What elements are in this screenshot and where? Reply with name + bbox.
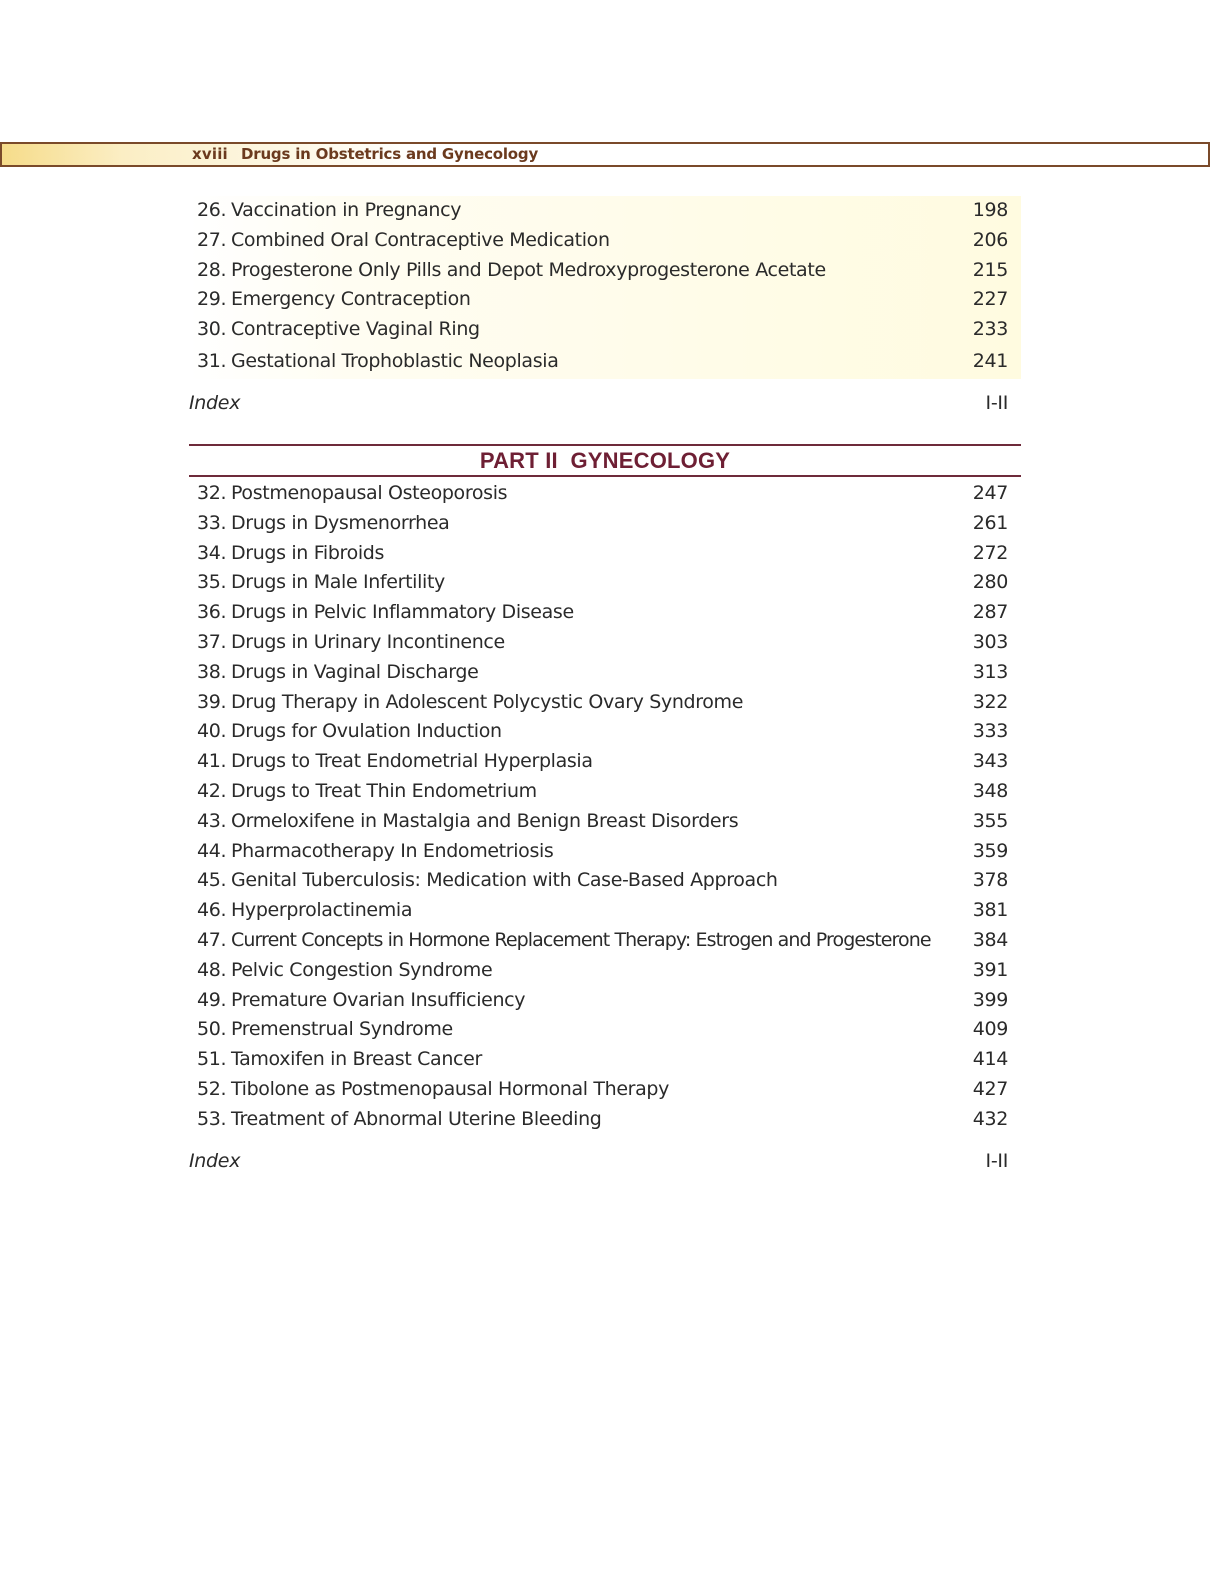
toc-entry[interactable] <box>189 1045 1021 1075</box>
chapter-title: Genital Tuberculosis: Medication with Case-Based Approach <box>231 869 778 892</box>
toc-entry[interactable] <box>189 628 1021 658</box>
chapter-page: 206 <box>972 228 1008 251</box>
chapter-number: 45. <box>197 869 227 892</box>
chapter-title: Emergency Contraception <box>231 288 471 311</box>
chapter-page: 272 <box>972 541 1008 564</box>
toc-entry[interactable] <box>189 956 1021 986</box>
toc-entry[interactable] <box>189 926 1021 956</box>
chapter-number: 27. <box>197 228 227 251</box>
chapter-number: 51. <box>197 1048 227 1071</box>
chapter-title: Premature Ovarian Insufficiency <box>231 988 526 1011</box>
index-page: I-II <box>985 392 1008 414</box>
toc-entry[interactable] <box>189 196 1021 226</box>
part2-chapter-list <box>189 479 1021 1135</box>
chapter-page: 359 <box>972 839 1008 862</box>
toc-entry[interactable] <box>189 539 1021 569</box>
running-head <box>0 142 1210 167</box>
chapter-page: 303 <box>972 630 1008 653</box>
chapter-number: 47. <box>197 928 227 951</box>
chapter-title: Drugs in Vaginal Discharge <box>231 660 479 683</box>
chapter-title: Drugs in Pelvic Inflammatory Disease <box>231 601 574 624</box>
chapter-number: 43. <box>197 809 227 832</box>
chapter-title: Tibolone as Postmenopausal Hormonal Therapy <box>231 1077 670 1100</box>
chapter-page: 313 <box>972 660 1008 683</box>
chapter-title: Drugs in Urinary Incontinence <box>231 630 505 653</box>
toc-entry[interactable] <box>189 896 1021 926</box>
part1-index-entry[interactable] <box>189 389 1008 417</box>
chapter-title: Drug Therapy in Adolescent Polycystic Ovary Syndrome <box>231 690 744 713</box>
chapter-number: 37. <box>197 630 227 653</box>
chapter-title: Current Concepts in Hormone Replacement Therapy: Estrogen and Progesterone <box>231 928 931 951</box>
chapter-number: 46. <box>197 899 227 922</box>
toc-entry[interactable] <box>189 509 1021 539</box>
chapter-page: 409 <box>972 1018 1008 1041</box>
chapter-page: 261 <box>972 511 1008 534</box>
chapter-title: Progesterone Only Pills and Depot Medroxyprogesterone Acetate <box>231 258 826 281</box>
chapter-page: 241 <box>972 349 1008 372</box>
chapter-number: 48. <box>197 958 227 981</box>
chapter-page: 399 <box>972 988 1008 1011</box>
chapter-number: 50. <box>197 1018 227 1041</box>
index-label: Index <box>189 1150 241 1172</box>
chapter-page: 280 <box>972 571 1008 594</box>
chapter-page: 414 <box>972 1048 1008 1071</box>
chapter-title: Gestational Trophoblastic Neoplasia <box>231 349 559 372</box>
chapter-page: 355 <box>972 809 1008 832</box>
chapter-title: Treatment of Abnormal Uterine Bleeding <box>231 1107 602 1130</box>
chapter-title: Pharmacotherapy In Endometriosis <box>231 839 554 862</box>
chapter-page: 215 <box>972 258 1008 281</box>
toc-entry[interactable] <box>189 1105 1021 1135</box>
chapter-page: 432 <box>972 1107 1008 1130</box>
chapter-title: Drugs in Dysmenorrhea <box>231 511 450 534</box>
chapter-number: 30. <box>197 318 227 341</box>
chapter-page: 333 <box>972 720 1008 743</box>
chapter-number: 49. <box>197 988 227 1011</box>
chapter-page: 287 <box>972 601 1008 624</box>
page-folio: xviii <box>192 145 228 163</box>
chapter-page: 227 <box>972 288 1008 311</box>
chapter-page: 378 <box>972 869 1008 892</box>
chapter-title: Tamoxifen in Breast Cancer <box>231 1048 482 1071</box>
chapter-number: 35. <box>197 571 227 594</box>
toc-entry[interactable] <box>189 256 1021 286</box>
chapter-page: 384 <box>972 928 1008 951</box>
toc-entry[interactable] <box>189 986 1021 1016</box>
chapter-number: 52. <box>197 1077 227 1100</box>
chapter-title: Contraceptive Vaginal Ring <box>231 318 480 341</box>
chapter-number: 28. <box>197 258 227 281</box>
toc-entry[interactable] <box>189 598 1021 628</box>
toc-entry[interactable] <box>189 315 1021 345</box>
chapter-title: Drugs in Fibroids <box>231 541 385 564</box>
chapter-page: 322 <box>972 690 1008 713</box>
toc-entry[interactable] <box>189 1015 1021 1045</box>
chapter-title: Drugs to Treat Endometrial Hyperplasia <box>231 750 593 773</box>
chapter-page: 427 <box>972 1077 1008 1100</box>
toc-entry[interactable] <box>189 568 1021 598</box>
chapter-number: 36. <box>197 601 227 624</box>
chapter-page: 391 <box>972 958 1008 981</box>
chapter-number: 29. <box>197 288 227 311</box>
toc-entry[interactable] <box>189 717 1021 747</box>
toc-entry[interactable] <box>189 226 1021 256</box>
chapter-number: 39. <box>197 690 227 713</box>
chapter-number: 44. <box>197 839 227 862</box>
toc-entry[interactable] <box>189 688 1021 718</box>
chapter-page: 348 <box>972 779 1008 802</box>
chapter-number: 42. <box>197 779 227 802</box>
chapter-title: Combined Oral Contraceptive Medication <box>231 228 610 251</box>
chapter-number: 53. <box>197 1107 227 1130</box>
chapter-title: Drugs to Treat Thin Endometrium <box>231 779 537 802</box>
toc-entry[interactable] <box>189 479 1021 509</box>
toc-entry[interactable] <box>189 345 1021 379</box>
chapter-page: 343 <box>972 750 1008 773</box>
index-page: I-II <box>985 1150 1008 1172</box>
chapter-number: 41. <box>197 750 227 773</box>
chapter-title: Vaccination in Pregnancy <box>231 199 462 221</box>
chapter-title: Drugs in Male Infertility <box>231 571 445 594</box>
toc-entry[interactable] <box>189 285 1021 315</box>
chapter-page: 198 <box>972 199 1008 221</box>
chapter-page: 381 <box>972 899 1008 922</box>
chapter-number: 40. <box>197 720 227 743</box>
chapter-title: Hyperprolactinemia <box>231 899 413 922</box>
chapter-number: 33. <box>197 511 227 534</box>
toc-entry[interactable] <box>189 866 1021 896</box>
chapter-title: Drugs for Ovulation Induction <box>231 720 502 743</box>
chapter-title: Pelvic Congestion Syndrome <box>231 958 493 981</box>
chapter-number: 38. <box>197 660 227 683</box>
toc-entry[interactable] <box>189 807 1021 837</box>
toc-entry[interactable] <box>189 658 1021 688</box>
part-heading: PART II GYNECOLOGY <box>189 444 1021 477</box>
index-label: Index <box>189 392 241 414</box>
chapter-title: Ormeloxifene in Mastalgia and Benign Breast Disorders <box>231 809 739 832</box>
chapter-page: 233 <box>972 318 1008 341</box>
chapter-number: 32. <box>197 482 227 504</box>
toc-entry[interactable] <box>189 837 1021 867</box>
chapter-number: 31. <box>197 349 227 372</box>
chapter-number: 34. <box>197 541 227 564</box>
part2-index-entry[interactable] <box>189 1147 1008 1175</box>
book-title: Drugs in Obstetrics and Gynecology <box>241 145 539 163</box>
toc-entry[interactable] <box>189 1075 1021 1105</box>
part1-chapter-list <box>189 196 1021 379</box>
chapter-title: Premenstrual Syndrome <box>231 1018 453 1041</box>
chapter-title: Postmenopausal Osteoporosis <box>231 482 508 504</box>
chapter-number: 26. <box>197 199 227 221</box>
toc-entry[interactable] <box>189 777 1021 807</box>
toc-entry[interactable] <box>189 747 1021 777</box>
chapter-page: 247 <box>972 482 1008 504</box>
